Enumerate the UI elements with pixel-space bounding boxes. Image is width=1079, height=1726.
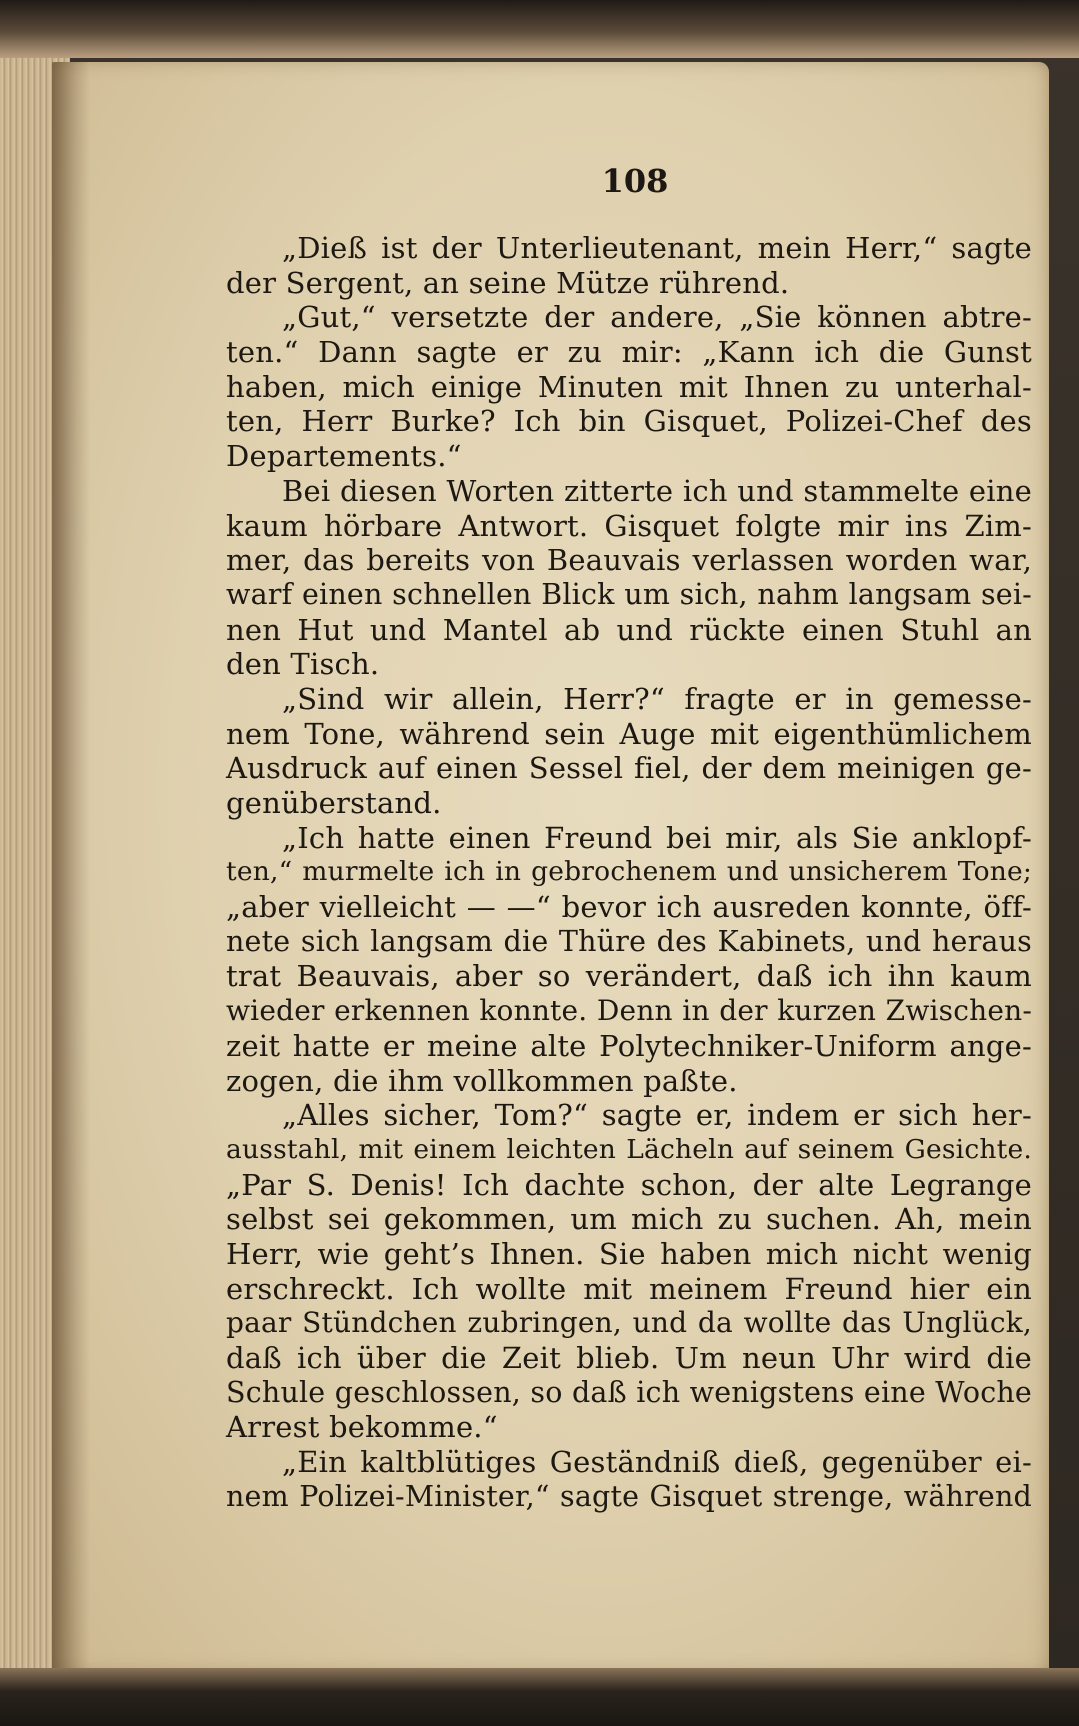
text-line: genüberstand. xyxy=(226,786,442,820)
page-text-block xyxy=(226,145,1032,1514)
text-line: Bei diesen Worten zitterte ich und stammelte eine xyxy=(282,473,1032,508)
text-line: „Gut,“ versetzte der andere, „Sie können abtre- xyxy=(282,300,1032,335)
spine-shadow xyxy=(52,62,90,1672)
text-line: zeit hatte er meine alte Polytechniker-Uniform ange- xyxy=(226,1028,1032,1063)
text-line: paar Stündchen zubringen, und da wollte das Unglück, xyxy=(226,1306,1032,1340)
text-line: selbst sei gekommen, um mich zu suchen. Ah, mein xyxy=(226,1202,1032,1237)
text-line: „aber vielleicht — —“ bevor ich ausreden konnte, öff- xyxy=(226,890,1032,925)
text-line: warf einen schnellen Blick um sich, nahm langsam sei- xyxy=(226,577,1032,611)
text-line: nen Hut und Mantel ab und rückte einen Stuhl an xyxy=(226,612,1032,647)
text-line: erschreckt. Ich wollte mit meinem Freund hier ein xyxy=(226,1271,1032,1306)
text-line: haben, mich einige Minuten mit Ihnen zu unterhal- xyxy=(226,369,1032,404)
text-line: ten.“ Dann sagte er zu mir: „Kann ich die Gunst xyxy=(226,335,1032,370)
text-line: daß ich über die Zeit blieb. Um neun Uhr wird die xyxy=(226,1341,1032,1375)
page-lines xyxy=(226,231,1032,1514)
text-line: wieder erkennen konnte. Denn in der kurzen Zwischen- xyxy=(226,994,1032,1028)
text-line: ten, Herr Burke? Ich bin Gisquet, Polizei-Chef des xyxy=(226,404,1032,439)
text-line: Herr, wie geht’s Ihnen. Sie haben mich nicht wenig xyxy=(226,1236,1032,1271)
text-line: „Alles sicher, Tom?“ sagte er, indem er sich her- xyxy=(282,1098,1032,1133)
text-line: Departements.“ xyxy=(226,439,462,474)
text-line: „Dieß ist der Unterlieutenant, mein Herr,“ sagte xyxy=(282,231,1032,265)
text-line: den Tisch. xyxy=(226,647,380,682)
page-number: 108 xyxy=(601,162,669,200)
text-line: ten,“ murmelte ich in gebrochenem und unsicherem Tone; xyxy=(226,856,1032,888)
text-line: Arrest bekomme.“ xyxy=(226,1410,498,1445)
text-line: nete sich langsam die Thüre des Kabinets, und heraus xyxy=(226,924,1032,958)
text-line: zogen, die ihm vollkommen paßte. xyxy=(226,1063,738,1098)
text-line: trat Beauvais, aber so verändert, daß ich ihn kaum xyxy=(226,959,1032,994)
book-cover-top xyxy=(0,0,1079,58)
text-line: „Ich hatte einen Freund bei mir, als Sie anklopf- xyxy=(282,820,1032,855)
text-line: der Sergent, an seine Mütze rührend. xyxy=(226,265,790,300)
text-line: kaum hörbare Antwort. Gisquet folgte mir ins Zim- xyxy=(226,508,1032,543)
text-line: mer, das bereits von Beauvais verlassen worden war, xyxy=(226,543,1032,578)
text-line: Schule geschlossen, so daß ich wenigstens eine Woche xyxy=(226,1375,1032,1409)
text-line: „Par S. Denis! Ich dachte schon, der alte Legrange xyxy=(226,1167,1032,1202)
text-line: nem Tone, während sein Auge mit eigenthümlichem xyxy=(226,716,1032,751)
text-line: nem Polizei-Minister,“ sagte Gisquet strenge, während xyxy=(226,1479,1032,1513)
text-line: „Ein kaltblütiges Geständniß dieß, gegenüber ei- xyxy=(282,1445,1032,1480)
text-line: Ausdruck auf einen Sessel fiel, der dem meinigen ge- xyxy=(226,751,1032,786)
text-line: „Sind wir allein, Herr?“ fragte er in gemesse- xyxy=(282,681,1032,716)
book-cover-bottom xyxy=(0,1668,1079,1726)
text-line: ausstahl, mit einem leichten Lächeln auf seinem Gesichte. xyxy=(226,1133,1032,1165)
